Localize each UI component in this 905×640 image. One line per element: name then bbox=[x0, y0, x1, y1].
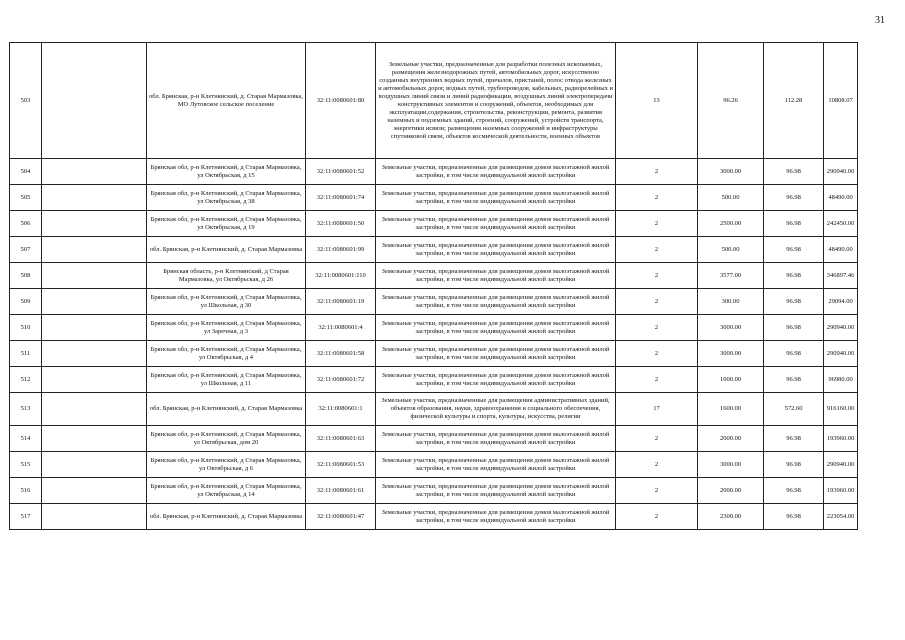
address-cell: обл. Брянская, р-н Клетнянский, д. Старая Мармазовка bbox=[147, 504, 306, 530]
cadastral-value: 290940.00 bbox=[824, 452, 858, 478]
cadastral-value: 48490.00 bbox=[824, 237, 858, 263]
cadastral-value: 193960.00 bbox=[824, 478, 858, 504]
cadastral-rate: 96.98 bbox=[764, 478, 824, 504]
land-type-code: 2 bbox=[616, 289, 698, 315]
cadastral-rate: 96.98 bbox=[764, 237, 824, 263]
blank-cell bbox=[42, 341, 147, 367]
row-number: 509 bbox=[10, 289, 42, 315]
land-type-code: 2 bbox=[616, 341, 698, 367]
land-area: 3000.00 bbox=[698, 159, 764, 185]
cadastral-rate: 572.60 bbox=[764, 393, 824, 426]
land-area: 2000.00 bbox=[698, 478, 764, 504]
blank-cell bbox=[42, 289, 147, 315]
table-row bbox=[10, 185, 858, 211]
blank-cell bbox=[42, 367, 147, 393]
cadastral-number: 32:11:0080601:74 bbox=[306, 185, 376, 211]
blank-cell bbox=[42, 159, 147, 185]
cadastral-rate: 96.98 bbox=[764, 426, 824, 452]
land-purpose: Земельные участки, предназначенные для размещения домов малоэтажной жилой застройки, в том числе индивидуальной жилой застройки bbox=[376, 185, 616, 211]
address-cell: Брянская обл, р-н Клетнянский, д Старая Мармазовка, ул Октябрьская, д 19 bbox=[147, 211, 306, 237]
land-type-code: 13 bbox=[616, 43, 698, 159]
land-type-code: 2 bbox=[616, 211, 698, 237]
land-purpose: Земельные участки, предназначенные для размещения административных зданий, объектов образования, науки, здравоохранения и социального обеспечения, физической культуры и спорта, культуры, искусства, религии bbox=[376, 393, 616, 426]
cadastral-rate: 112.28 bbox=[764, 43, 824, 159]
land-type-code: 2 bbox=[616, 426, 698, 452]
cadastral-number: 32:11:0080601:52 bbox=[306, 159, 376, 185]
land-purpose: Земельные участки, предназначенные для размещения домов малоэтажной жилой застройки, в том числе индивидуальной жилой застройки bbox=[376, 341, 616, 367]
blank-cell bbox=[42, 315, 147, 341]
land-type-code: 2 bbox=[616, 263, 698, 289]
land-type-code: 2 bbox=[616, 478, 698, 504]
cadastral-number: 32:11:0080601:58 bbox=[306, 341, 376, 367]
land-purpose: Земельные участки, предназначенные для размещения домов малоэтажной жилой застройки, в том числе индивидуальной жилой застройки bbox=[376, 367, 616, 393]
address-cell: Брянская обл, р-н Клетнянский, д Старая Мармазовка, ул Школьная, д 11 bbox=[147, 367, 306, 393]
land-type-code: 2 bbox=[616, 237, 698, 263]
cadastral-number: 32:11:0080601:80 bbox=[306, 43, 376, 159]
land-purpose: Земельные участки, предназначенные для размещения домов малоэтажной жилой застройки, в том числе индивидуальной жилой застройки bbox=[376, 426, 616, 452]
cadastral-value: 193960.00 bbox=[824, 426, 858, 452]
row-number: 517 bbox=[10, 504, 42, 530]
cadastral-value: 290940.00 bbox=[824, 341, 858, 367]
table-row bbox=[10, 263, 858, 289]
table-row bbox=[10, 315, 858, 341]
table-row bbox=[10, 504, 858, 530]
address-cell: Брянская обл, р-н Клетнянский, д Старая Мармазовка, ул Октябрьская, д 15 bbox=[147, 159, 306, 185]
land-area: 3000.00 bbox=[698, 341, 764, 367]
cadastral-rate: 96.98 bbox=[764, 452, 824, 478]
row-number: 511 bbox=[10, 341, 42, 367]
address-cell: обл. Брянская, р-н Клетнянский, д. Старая Мармазовка bbox=[147, 237, 306, 263]
cadastral-number: 32:11:0080601:61 bbox=[306, 478, 376, 504]
land-area: 500.00 bbox=[698, 237, 764, 263]
cadastral-number: 32:11:0080601:99 bbox=[306, 237, 376, 263]
blank-cell bbox=[42, 263, 147, 289]
row-number: 505 bbox=[10, 185, 42, 211]
cadastral-value: 290940.00 bbox=[824, 159, 858, 185]
address-cell: Брянская обл, р-н Клетнянский, д Старая Мармазовка, ул Октябрьская, д 38 bbox=[147, 185, 306, 211]
land-purpose: Земельные участки, предназначенные для размещения домов малоэтажной жилой застройки, в том числе индивидуальной жилой застройки bbox=[376, 211, 616, 237]
cadastral-number: 32:11:0080601:4 bbox=[306, 315, 376, 341]
table-row bbox=[10, 211, 858, 237]
land-type-code: 2 bbox=[616, 185, 698, 211]
cadastral-rate: 96.98 bbox=[764, 263, 824, 289]
table-body bbox=[10, 43, 858, 530]
land-area: 3000.00 bbox=[698, 315, 764, 341]
blank-cell bbox=[42, 478, 147, 504]
land-purpose: Земельные участки, предназначенные для размещения домов малоэтажной жилой застройки, в том числе индивидуальной жилой застройки bbox=[376, 315, 616, 341]
cadastral-number: 32:11:0080601:63 bbox=[306, 426, 376, 452]
blank-cell bbox=[42, 43, 147, 159]
land-area: 2500.00 bbox=[698, 211, 764, 237]
land-area: 2000.00 bbox=[698, 426, 764, 452]
address-cell: Брянская обл, р-н Клетнянский, д Старая Мармазовка, ул Школьная, д 30 bbox=[147, 289, 306, 315]
row-number: 504 bbox=[10, 159, 42, 185]
land-type-code: 2 bbox=[616, 159, 698, 185]
land-purpose: Земельные участки, предназначенные для размещения домов малоэтажной жилой застройки, в том числе индивидуальной жилой застройки bbox=[376, 263, 616, 289]
cadastral-value: 290940.00 bbox=[824, 315, 858, 341]
table-row bbox=[10, 289, 858, 315]
cadastral-value: 223054.00 bbox=[824, 504, 858, 530]
row-number: 516 bbox=[10, 478, 42, 504]
address-cell: обл. Брянская, р-н Клетнянский, д. Старая Мармазовка bbox=[147, 393, 306, 426]
address-cell: Брянская обл, р-н Клетнянский, д Старая Мармазовка, ул Октябрьская, д 4 bbox=[147, 341, 306, 367]
row-number: 503 bbox=[10, 43, 42, 159]
table-row bbox=[10, 478, 858, 504]
cadastral-value: 96980.00 bbox=[824, 367, 858, 393]
cadastral-number: 32:11:0080601:1 bbox=[306, 393, 376, 426]
table-row bbox=[10, 393, 858, 426]
blank-cell bbox=[42, 504, 147, 530]
row-number: 508 bbox=[10, 263, 42, 289]
row-number: 510 bbox=[10, 315, 42, 341]
land-purpose: Земельные участки, предназначенные для разработки полезных ископаемых, размещения железнодорожных путей, автомобильных дорог, искусственно созданных внутренних водных путей, причалов, пристаней, полос отвода железных и автомобильных дорог, водных путей, трубопроводов, кабельных, радиорелейных и воздушных линий связи и линий радиофикации, воздушных линий электропередачи конструктивных элементов и сооружений, объектов, необходимых для эксплуатации,содержания, строительства, реконструкции, ремонта, развития наземных и подземных зданий, строений, сооружений, устройств транспорта, энергетики исвязи; размещения наземных сооружений и инфраструктуры спутниковой связи, объектов космической деятельности, военных объектов bbox=[376, 43, 616, 159]
table-row bbox=[10, 159, 858, 185]
cadastral-rate: 96.98 bbox=[764, 367, 824, 393]
row-number: 514 bbox=[10, 426, 42, 452]
table-row bbox=[10, 341, 858, 367]
land-registry-table bbox=[9, 42, 858, 530]
land-area: 2300.00 bbox=[698, 504, 764, 530]
cadastral-value: 29094.00 bbox=[824, 289, 858, 315]
address-cell: Брянская обл, р-н Клетнянский, д Старая Мармазовка, ул Октябрьская, дом 20 bbox=[147, 426, 306, 452]
cadastral-number: 32:11:0080601:72 bbox=[306, 367, 376, 393]
land-area: 3000.00 bbox=[698, 452, 764, 478]
blank-cell bbox=[42, 185, 147, 211]
table-row bbox=[10, 452, 858, 478]
cadastral-value: 48490.00 bbox=[824, 185, 858, 211]
cadastral-value: 242450.00 bbox=[824, 211, 858, 237]
table-row bbox=[10, 43, 858, 159]
blank-cell bbox=[42, 237, 147, 263]
land-purpose: Земельные участки, предназначенные для размещения домов малоэтажной жилой застройки, в том числе индивидуальной жилой застройки bbox=[376, 452, 616, 478]
cadastral-value: 916160.00 bbox=[824, 393, 858, 426]
cadastral-rate: 96.98 bbox=[764, 185, 824, 211]
land-area: 500.00 bbox=[698, 185, 764, 211]
cadastral-rate: 96.98 bbox=[764, 211, 824, 237]
cadastral-rate: 96.98 bbox=[764, 315, 824, 341]
land-purpose: Земельные участки, предназначенные для размещения домов малоэтажной жилой застройки, в том числе индивидуальной жилой застройки bbox=[376, 237, 616, 263]
land-purpose: Земельные участки, предназначенные для размещения домов малоэтажной жилой застройки, в том числе индивидуальной жилой застройки bbox=[376, 504, 616, 530]
land-type-code: 2 bbox=[616, 452, 698, 478]
land-purpose: Земельные участки, предназначенные для размещения домов малоэтажной жилой застройки, в том числе индивидуальной жилой застройки bbox=[376, 159, 616, 185]
land-area: 1600.00 bbox=[698, 393, 764, 426]
cadastral-value: 346897.46 bbox=[824, 263, 858, 289]
cadastral-rate: 96.98 bbox=[764, 504, 824, 530]
table-row bbox=[10, 237, 858, 263]
land-type-code: 17 bbox=[616, 393, 698, 426]
cadastral-number: 32:11:0080601:110 bbox=[306, 263, 376, 289]
cadastral-number: 32:11:0080601:53 bbox=[306, 452, 376, 478]
cadastral-value: 10808.07 bbox=[824, 43, 858, 159]
blank-cell bbox=[42, 426, 147, 452]
land-area: 1000.00 bbox=[698, 367, 764, 393]
land-area: 3577.00 bbox=[698, 263, 764, 289]
row-number: 506 bbox=[10, 211, 42, 237]
row-number: 512 bbox=[10, 367, 42, 393]
blank-cell bbox=[42, 211, 147, 237]
row-number: 507 bbox=[10, 237, 42, 263]
blank-cell bbox=[42, 393, 147, 426]
address-cell: Брянская область, р-н Клетнянский, д Старая Мармазовка, ул Октябрьская, д 26 bbox=[147, 263, 306, 289]
address-cell: обл. Брянская, р-н Клетнянский, д. Старая Мармазовка, МО Лутовское сельское поселение bbox=[147, 43, 306, 159]
land-type-code: 2 bbox=[616, 504, 698, 530]
land-purpose: Земельные участки, предназначенные для размещения домов малоэтажной жилой застройки, в том числе индивидуальной жилой застройки bbox=[376, 289, 616, 315]
row-number: 515 bbox=[10, 452, 42, 478]
address-cell: Брянская обл, р-н Клетнянский, д Старая Мармазовка, ул Заречная, д 3 bbox=[147, 315, 306, 341]
cadastral-rate: 96.98 bbox=[764, 341, 824, 367]
cadastral-number: 32:11:0080601:50 bbox=[306, 211, 376, 237]
cadastral-rate: 96.98 bbox=[764, 289, 824, 315]
table-row bbox=[10, 367, 858, 393]
land-area: 300.00 bbox=[698, 289, 764, 315]
land-area: 96.26 bbox=[698, 43, 764, 159]
address-cell: Брянская обл, р-н Клетнянский, д Старая Мармазовка, ул Октябрьская, д 6 bbox=[147, 452, 306, 478]
blank-cell bbox=[42, 452, 147, 478]
table-row bbox=[10, 426, 858, 452]
page-number: 31 bbox=[875, 15, 885, 26]
cadastral-rate: 96.98 bbox=[764, 159, 824, 185]
land-type-code: 2 bbox=[616, 367, 698, 393]
row-number: 513 bbox=[10, 393, 42, 426]
cadastral-number: 32:11:0080601:19 bbox=[306, 289, 376, 315]
land-type-code: 2 bbox=[616, 315, 698, 341]
address-cell: Брянская обл, р-н Клетнянский, д Старая Мармазовка, ул Октябрьская, д 14 bbox=[147, 478, 306, 504]
cadastral-number: 32:11:0080601:47 bbox=[306, 504, 376, 530]
land-purpose: Земельные участки, предназначенные для размещения домов малоэтажной жилой застройки, в том числе индивидуальной жилой застройки bbox=[376, 478, 616, 504]
